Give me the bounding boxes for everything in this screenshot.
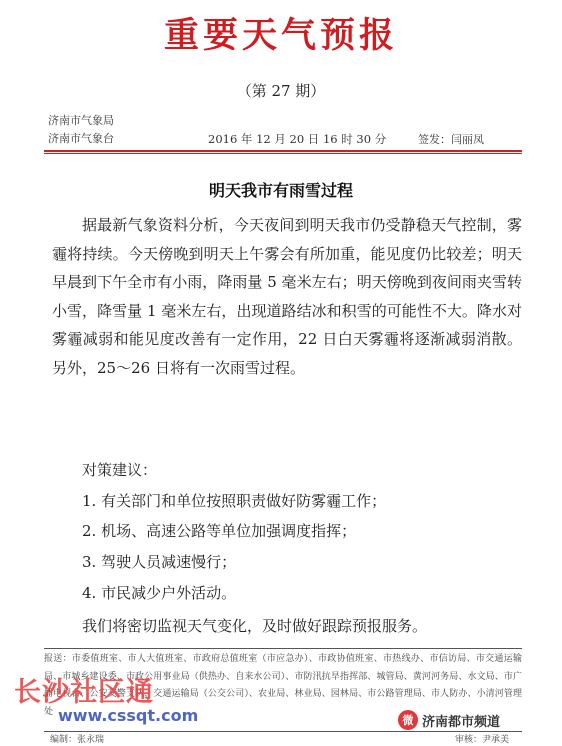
issue-number: （第 27 期） (236, 82, 326, 100)
issue-date: 2016 年 12 月 20 日 16 时 30 分 (208, 132, 387, 146)
advice-heading: 对策建议： (82, 461, 158, 479)
recipients-list: 报送：市委值班室、市人大值班室、市政府总值班室（市应急办）、市政协值班室、市热线办、市信访局、市交通运输局、市城乡建设委、市政公用事业局（供热办、自来水公司）、市防汛抗旱指挥部、城管局、黄河河务局、水文局、市广播电视台、公安交警支队、交通运输局（公交公司）、农业局、林业局、园林局、市公路管理局、市人防办、小清河管理处 (44, 654, 522, 717)
header-divider (44, 150, 522, 152)
issuing-agencies (48, 112, 114, 148)
reviewer: 审核：尹承美 (455, 735, 510, 745)
footer-divider-top (44, 648, 522, 649)
compiler: 编制：张永瑞 (50, 735, 105, 745)
watermark-channel (398, 708, 558, 732)
advice-item: 1. 有关部门和单位按照职责做好防雾霾工作； (82, 492, 387, 510)
forecast-headline: 明天我市有雨雪过程 (208, 181, 353, 200)
weibo-icon: 微 (398, 710, 418, 730)
watermark-url: www.cssqt.com (58, 706, 199, 725)
document-title: 重要天气预报 (163, 16, 398, 56)
issuer-observatory: 济南市气象台 (48, 132, 114, 145)
advice-item: 4. 市民减少户外活动。 (82, 584, 237, 602)
closing-statement: 我们将密切监视天气变化，及时做好跟踪预报服务。 (82, 617, 428, 635)
forecast-body: 据最新气象资料分析，今天夜间到明天我市仍受静稳天气控制，雾霾将持续。今天傍晚到明天上午雾会有所加重，能见度仍比较差；明天早晨到下午全市有小雨，降雨量 5 毫米左右；明天傍晚到夜间雨夹雪转小雪，降雪量 1 毫米左右，出现道路结冰和积雪的可能性不大。降水对雾霾减弱和能见度改善有一定作用，22 日白天雾霾将逐渐减弱消散。另外，25～26 日将有一次雨雪过程。 (52, 216, 522, 377)
advice-item: 3. 驾驶人员减速慢行； (82, 553, 237, 571)
watermark-site-name: 长沙社区通 (14, 677, 154, 708)
issuer-bureau: 济南市气象局 (48, 114, 114, 127)
header-divider-thin (44, 153, 522, 154)
watermark-channel-name: 济南都市频道 (422, 714, 501, 730)
advice-item: 2. 机场、高速公路等单位加强调度指挥； (82, 522, 357, 540)
signer: 签发：闫丽凤 (418, 133, 484, 146)
